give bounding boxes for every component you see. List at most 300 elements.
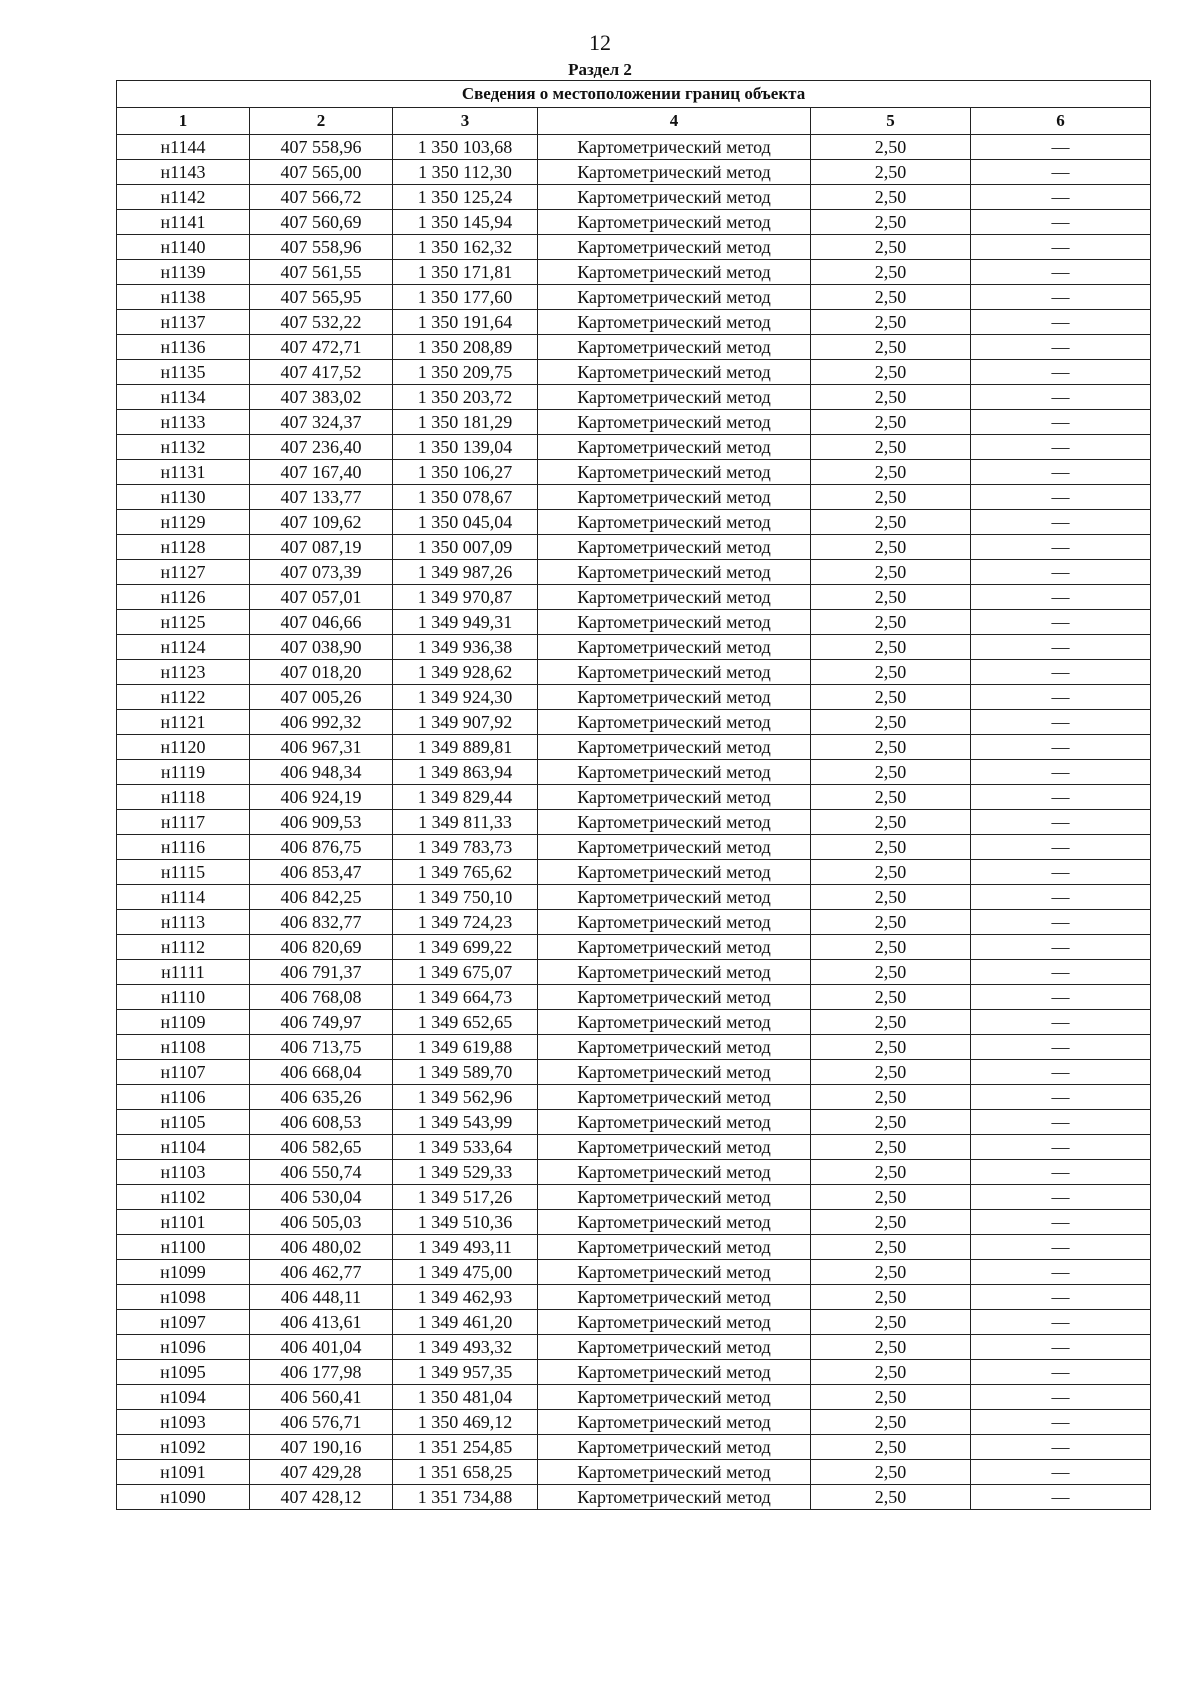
method-cell: Картометрический метод (538, 660, 811, 685)
x-coordinate-cell: 406 448,11 (250, 1285, 393, 1310)
accuracy-cell: 2,50 (811, 560, 971, 585)
description-cell: — (971, 960, 1151, 985)
point-name-cell: н1121 (117, 710, 250, 735)
method-cell: Картометрический метод (538, 835, 811, 860)
method-cell: Картометрический метод (538, 1235, 811, 1260)
description-cell: — (971, 260, 1151, 285)
method-cell: Картометрический метод (538, 810, 811, 835)
x-coordinate-cell: 406 582,65 (250, 1135, 393, 1160)
description-cell: — (971, 1335, 1151, 1360)
point-name-cell: н1110 (117, 985, 250, 1010)
accuracy-cell: 2,50 (811, 860, 971, 885)
x-coordinate-cell: 406 576,71 (250, 1410, 393, 1435)
accuracy-cell: 2,50 (811, 635, 971, 660)
description-cell: — (971, 310, 1151, 335)
method-cell: Картометрический метод (538, 1110, 811, 1135)
table-row (117, 1310, 1151, 1335)
description-cell: — (971, 1110, 1151, 1135)
description-cell: — (971, 1260, 1151, 1285)
x-coordinate-cell: 407 566,72 (250, 185, 393, 210)
x-coordinate-cell: 407 558,96 (250, 135, 393, 160)
y-coordinate-cell: 1 349 928,62 (393, 660, 538, 685)
table-row (117, 935, 1151, 960)
table-row (117, 785, 1151, 810)
y-coordinate-cell: 1 351 734,88 (393, 1485, 538, 1510)
y-coordinate-cell: 1 350 481,04 (393, 1385, 538, 1410)
point-name-cell: н1122 (117, 685, 250, 710)
description-cell: — (971, 1435, 1151, 1460)
point-name-cell: н1128 (117, 535, 250, 560)
x-coordinate-cell: 406 853,47 (250, 860, 393, 885)
description-cell: — (971, 285, 1151, 310)
y-coordinate-cell: 1 349 543,99 (393, 1110, 538, 1135)
point-name-cell: н1106 (117, 1085, 250, 1110)
y-coordinate-cell: 1 350 078,67 (393, 485, 538, 510)
y-coordinate-cell: 1 349 889,81 (393, 735, 538, 760)
x-coordinate-cell: 407 428,12 (250, 1485, 393, 1510)
accuracy-cell: 2,50 (811, 385, 971, 410)
accuracy-cell: 2,50 (811, 610, 971, 635)
method-cell: Картометрический метод (538, 860, 811, 885)
point-name-cell: н1126 (117, 585, 250, 610)
description-cell: — (971, 1285, 1151, 1310)
point-name-cell: н1103 (117, 1160, 250, 1185)
method-cell: Картометрический метод (538, 560, 811, 585)
x-coordinate-cell: 406 876,75 (250, 835, 393, 860)
point-name-cell: н1127 (117, 560, 250, 585)
method-cell: Картометрический метод (538, 685, 811, 710)
accuracy-cell: 2,50 (811, 410, 971, 435)
method-cell: Картометрический метод (538, 160, 811, 185)
table-row (117, 710, 1151, 735)
x-coordinate-cell: 406 967,31 (250, 735, 393, 760)
description-cell: — (971, 560, 1151, 585)
table-row (117, 1260, 1151, 1285)
x-coordinate-cell: 407 417,52 (250, 360, 393, 385)
x-coordinate-cell: 406 749,97 (250, 1010, 393, 1035)
accuracy-cell: 2,50 (811, 685, 971, 710)
y-coordinate-cell: 1 349 750,10 (393, 885, 538, 910)
x-coordinate-cell: 406 462,77 (250, 1260, 393, 1285)
method-cell: Картометрический метод (538, 635, 811, 660)
x-coordinate-cell: 406 413,61 (250, 1310, 393, 1335)
x-coordinate-cell: 406 550,74 (250, 1160, 393, 1185)
method-cell: Картометрический метод (538, 310, 811, 335)
y-coordinate-cell: 1 350 103,68 (393, 135, 538, 160)
y-coordinate-cell: 1 349 652,65 (393, 1010, 538, 1035)
accuracy-cell: 2,50 (811, 1210, 971, 1235)
method-cell: Картометрический метод (538, 1435, 811, 1460)
method-cell: Картометрический метод (538, 1285, 811, 1310)
accuracy-cell: 2,50 (811, 760, 971, 785)
description-cell: — (971, 1135, 1151, 1160)
point-name-cell: н1091 (117, 1460, 250, 1485)
description-cell: — (971, 635, 1151, 660)
y-coordinate-cell: 1 351 658,25 (393, 1460, 538, 1485)
method-cell: Картометрический метод (538, 760, 811, 785)
y-coordinate-cell: 1 349 970,87 (393, 585, 538, 610)
method-cell: Картометрический метод (538, 335, 811, 360)
point-name-cell: н1094 (117, 1385, 250, 1410)
accuracy-cell: 2,50 (811, 1310, 971, 1335)
table-row (117, 360, 1151, 385)
point-name-cell: н1142 (117, 185, 250, 210)
x-coordinate-cell: 407 038,90 (250, 635, 393, 660)
y-coordinate-cell: 1 350 181,29 (393, 410, 538, 435)
method-cell: Картометрический метод (538, 1335, 811, 1360)
table-row (117, 860, 1151, 885)
point-name-cell: н1125 (117, 610, 250, 635)
accuracy-cell: 2,50 (811, 1410, 971, 1435)
description-cell: — (971, 510, 1151, 535)
accuracy-cell: 2,50 (811, 1235, 971, 1260)
method-cell: Картометрический метод (538, 710, 811, 735)
accuracy-cell: 2,50 (811, 285, 971, 310)
table-row (117, 460, 1151, 485)
point-name-cell: н1124 (117, 635, 250, 660)
x-coordinate-cell: 406 820,69 (250, 935, 393, 960)
y-coordinate-cell: 1 350 203,72 (393, 385, 538, 410)
table-row (117, 135, 1151, 160)
description-cell: — (971, 585, 1151, 610)
accuracy-cell: 2,50 (811, 660, 971, 685)
description-cell: — (971, 1235, 1151, 1260)
description-cell: — (971, 385, 1151, 410)
x-coordinate-cell: 407 133,77 (250, 485, 393, 510)
description-cell: — (971, 185, 1151, 210)
description-cell: — (971, 885, 1151, 910)
table-row (117, 235, 1151, 260)
x-coordinate-cell: 406 401,04 (250, 1335, 393, 1360)
table-row (117, 585, 1151, 610)
column-header: 6 (971, 108, 1151, 135)
y-coordinate-cell: 1 350 209,75 (393, 360, 538, 385)
table-row (117, 1410, 1151, 1435)
point-name-cell: н1105 (117, 1110, 250, 1135)
point-name-cell: н1137 (117, 310, 250, 335)
method-cell: Картометрический метод (538, 485, 811, 510)
y-coordinate-cell: 1 349 517,26 (393, 1185, 538, 1210)
method-cell: Картометрический метод (538, 1260, 811, 1285)
table-row (117, 1060, 1151, 1085)
method-cell: Картометрический метод (538, 285, 811, 310)
point-name-cell: н1099 (117, 1260, 250, 1285)
table-row (117, 1360, 1151, 1385)
table-row (117, 735, 1151, 760)
x-coordinate-cell: 406 791,37 (250, 960, 393, 985)
table-row (117, 485, 1151, 510)
accuracy-cell: 2,50 (811, 160, 971, 185)
y-coordinate-cell: 1 349 765,62 (393, 860, 538, 885)
table-row (117, 1135, 1151, 1160)
table-row (117, 885, 1151, 910)
y-coordinate-cell: 1 349 533,64 (393, 1135, 538, 1160)
table-row (117, 660, 1151, 685)
x-coordinate-cell: 406 768,08 (250, 985, 393, 1010)
accuracy-cell: 2,50 (811, 835, 971, 860)
accuracy-cell: 2,50 (811, 510, 971, 535)
description-cell: — (971, 685, 1151, 710)
table-row (117, 760, 1151, 785)
accuracy-cell: 2,50 (811, 710, 971, 735)
point-name-cell: н1096 (117, 1335, 250, 1360)
point-name-cell: н1113 (117, 910, 250, 935)
x-coordinate-cell: 406 992,32 (250, 710, 393, 735)
y-coordinate-cell: 1 349 529,33 (393, 1160, 538, 1185)
x-coordinate-cell: 407 383,02 (250, 385, 393, 410)
x-coordinate-cell: 407 236,40 (250, 435, 393, 460)
y-coordinate-cell: 1 349 675,07 (393, 960, 538, 985)
x-coordinate-cell: 407 324,37 (250, 410, 393, 435)
column-header: 1 (117, 108, 250, 135)
y-coordinate-cell: 1 350 139,04 (393, 435, 538, 460)
point-name-cell: н1115 (117, 860, 250, 885)
point-name-cell: н1143 (117, 160, 250, 185)
table-row (117, 1010, 1151, 1035)
table-row (117, 285, 1151, 310)
point-name-cell: н1101 (117, 1210, 250, 1235)
column-header: 2 (250, 108, 393, 135)
table-row (117, 835, 1151, 860)
point-name-cell: н1100 (117, 1235, 250, 1260)
point-name-cell: н1093 (117, 1410, 250, 1435)
y-coordinate-cell: 1 349 783,73 (393, 835, 538, 860)
table-row (117, 1335, 1151, 1360)
point-name-cell: н1129 (117, 510, 250, 535)
x-coordinate-cell: 406 832,77 (250, 910, 393, 935)
method-cell: Картометрический метод (538, 1135, 811, 1160)
x-coordinate-cell: 407 558,96 (250, 235, 393, 260)
method-cell: Картометрический метод (538, 610, 811, 635)
accuracy-cell: 2,50 (811, 360, 971, 385)
y-coordinate-cell: 1 349 724,23 (393, 910, 538, 935)
point-name-cell: н1102 (117, 1185, 250, 1210)
x-coordinate-cell: 407 087,19 (250, 535, 393, 560)
accuracy-cell: 2,50 (811, 1085, 971, 1110)
table-row (117, 985, 1151, 1010)
method-cell: Картометрический метод (538, 1035, 811, 1060)
point-name-cell: н1132 (117, 435, 250, 460)
description-cell: — (971, 1035, 1151, 1060)
accuracy-cell: 2,50 (811, 1010, 971, 1035)
x-coordinate-cell: 407 565,95 (250, 285, 393, 310)
x-coordinate-cell: 407 109,62 (250, 510, 393, 535)
y-coordinate-cell: 1 349 829,44 (393, 785, 538, 810)
y-coordinate-cell: 1 349 510,36 (393, 1210, 538, 1235)
point-name-cell: н1108 (117, 1035, 250, 1060)
accuracy-cell: 2,50 (811, 1260, 971, 1285)
accuracy-cell: 2,50 (811, 235, 971, 260)
accuracy-cell: 2,50 (811, 460, 971, 485)
method-cell: Картометрический метод (538, 1060, 811, 1085)
description-cell: — (971, 360, 1151, 385)
description-cell: — (971, 1485, 1151, 1510)
boundary-coordinates-table (116, 80, 1151, 1510)
table-row (117, 1385, 1151, 1410)
point-name-cell: н1097 (117, 1310, 250, 1335)
description-cell: — (971, 1160, 1151, 1185)
accuracy-cell: 2,50 (811, 335, 971, 360)
method-cell: Картометрический метод (538, 510, 811, 535)
point-name-cell: н1112 (117, 935, 250, 960)
point-name-cell: н1136 (117, 335, 250, 360)
accuracy-cell: 2,50 (811, 1135, 971, 1160)
y-coordinate-cell: 1 350 171,81 (393, 260, 538, 285)
y-coordinate-cell: 1 349 461,20 (393, 1310, 538, 1335)
point-name-cell: н1109 (117, 1010, 250, 1035)
point-name-cell: н1120 (117, 735, 250, 760)
y-coordinate-cell: 1 349 493,11 (393, 1235, 538, 1260)
table-row (117, 1210, 1151, 1235)
description-cell: — (971, 860, 1151, 885)
accuracy-cell: 2,50 (811, 1460, 971, 1485)
description-cell: — (971, 1310, 1151, 1335)
accuracy-cell: 2,50 (811, 1035, 971, 1060)
accuracy-cell: 2,50 (811, 1110, 971, 1135)
table-row (117, 435, 1151, 460)
method-cell: Картометрический метод (538, 135, 811, 160)
point-name-cell: н1133 (117, 410, 250, 435)
table-row (117, 1235, 1151, 1260)
x-coordinate-cell: 406 608,53 (250, 1110, 393, 1135)
method-cell: Картометрический метод (538, 1085, 811, 1110)
y-coordinate-cell: 1 349 949,31 (393, 610, 538, 635)
description-cell: — (971, 485, 1151, 510)
accuracy-cell: 2,50 (811, 1385, 971, 1410)
x-coordinate-cell: 406 530,04 (250, 1185, 393, 1210)
accuracy-cell: 2,50 (811, 785, 971, 810)
table-row (117, 535, 1151, 560)
point-name-cell: н1095 (117, 1360, 250, 1385)
table-row (117, 185, 1151, 210)
method-cell: Картометрический метод (538, 1310, 811, 1335)
x-coordinate-cell: 406 480,02 (250, 1235, 393, 1260)
description-cell: — (971, 1185, 1151, 1210)
description-cell: — (971, 1010, 1151, 1035)
x-coordinate-cell: 406 842,25 (250, 885, 393, 910)
accuracy-cell: 2,50 (811, 135, 971, 160)
point-name-cell: н1144 (117, 135, 250, 160)
method-cell: Картометрический метод (538, 210, 811, 235)
point-name-cell: н1139 (117, 260, 250, 285)
x-coordinate-cell: 407 057,01 (250, 585, 393, 610)
table-row (117, 260, 1151, 285)
point-name-cell: н1098 (117, 1285, 250, 1310)
point-name-cell: н1092 (117, 1435, 250, 1460)
method-cell: Картометрический метод (538, 735, 811, 760)
x-coordinate-cell: 406 909,53 (250, 810, 393, 835)
accuracy-cell: 2,50 (811, 1160, 971, 1185)
description-cell: — (971, 1060, 1151, 1085)
description-cell: — (971, 535, 1151, 560)
table-row (117, 1285, 1151, 1310)
accuracy-cell: 2,50 (811, 1360, 971, 1385)
y-coordinate-cell: 1 349 957,35 (393, 1360, 538, 1385)
method-cell: Картометрический метод (538, 410, 811, 435)
accuracy-cell: 2,50 (811, 260, 971, 285)
accuracy-cell: 2,50 (811, 310, 971, 335)
accuracy-cell: 2,50 (811, 985, 971, 1010)
accuracy-cell: 2,50 (811, 1485, 971, 1510)
point-name-cell: н1118 (117, 785, 250, 810)
description-cell: — (971, 210, 1151, 235)
accuracy-cell: 2,50 (811, 1185, 971, 1210)
table-row (117, 1185, 1151, 1210)
method-cell: Картометрический метод (538, 385, 811, 410)
point-name-cell: н1130 (117, 485, 250, 510)
table-row (117, 1035, 1151, 1060)
table-row (117, 310, 1151, 335)
y-coordinate-cell: 1 349 907,92 (393, 710, 538, 735)
x-coordinate-cell: 407 429,28 (250, 1460, 393, 1485)
x-coordinate-cell: 407 167,40 (250, 460, 393, 485)
accuracy-cell: 2,50 (811, 1060, 971, 1085)
method-cell: Картометрический метод (538, 1485, 811, 1510)
method-cell: Картометрический метод (538, 1010, 811, 1035)
table-row (117, 910, 1151, 935)
y-coordinate-cell: 1 350 007,09 (393, 535, 538, 560)
description-cell: — (971, 235, 1151, 260)
column-header: 5 (811, 108, 971, 135)
point-name-cell: н1116 (117, 835, 250, 860)
method-cell: Картометрический метод (538, 885, 811, 910)
point-name-cell: н1131 (117, 460, 250, 485)
method-cell: Картометрический метод (538, 260, 811, 285)
description-cell: — (971, 610, 1151, 635)
x-coordinate-cell: 406 505,03 (250, 1210, 393, 1235)
y-coordinate-cell: 1 349 924,30 (393, 685, 538, 710)
accuracy-cell: 2,50 (811, 885, 971, 910)
description-cell: — (971, 735, 1151, 760)
description-cell: — (971, 1410, 1151, 1435)
description-cell: — (971, 985, 1151, 1010)
table-row (117, 560, 1151, 585)
description-cell: — (971, 1360, 1151, 1385)
method-cell: Картометрический метод (538, 185, 811, 210)
table-body (117, 135, 1151, 1510)
point-name-cell: н1119 (117, 760, 250, 785)
table-row (117, 635, 1151, 660)
accuracy-cell: 2,50 (811, 910, 971, 935)
accuracy-cell: 2,50 (811, 210, 971, 235)
y-coordinate-cell: 1 349 863,94 (393, 760, 538, 785)
y-coordinate-cell: 1 350 162,32 (393, 235, 538, 260)
x-coordinate-cell: 406 668,04 (250, 1060, 393, 1085)
point-name-cell: н1107 (117, 1060, 250, 1085)
accuracy-cell: 2,50 (811, 435, 971, 460)
method-cell: Картометрический метод (538, 235, 811, 260)
y-coordinate-cell: 1 351 254,85 (393, 1435, 538, 1460)
x-coordinate-cell: 407 073,39 (250, 560, 393, 585)
accuracy-cell: 2,50 (811, 1285, 971, 1310)
y-coordinate-cell: 1 349 699,22 (393, 935, 538, 960)
table-row (117, 685, 1151, 710)
accuracy-cell: 2,50 (811, 810, 971, 835)
point-name-cell: н1090 (117, 1485, 250, 1510)
method-cell: Картометрический метод (538, 1160, 811, 1185)
x-coordinate-cell: 406 560,41 (250, 1385, 393, 1410)
y-coordinate-cell: 1 349 664,73 (393, 985, 538, 1010)
description-cell: — (971, 910, 1151, 935)
y-coordinate-cell: 1 350 208,89 (393, 335, 538, 360)
description-cell: — (971, 335, 1151, 360)
method-cell: Картометрический метод (538, 960, 811, 985)
y-coordinate-cell: 1 350 145,94 (393, 210, 538, 235)
method-cell: Картометрический метод (538, 360, 811, 385)
y-coordinate-cell: 1 349 811,33 (393, 810, 538, 835)
y-coordinate-cell: 1 349 936,38 (393, 635, 538, 660)
table-row (117, 335, 1151, 360)
